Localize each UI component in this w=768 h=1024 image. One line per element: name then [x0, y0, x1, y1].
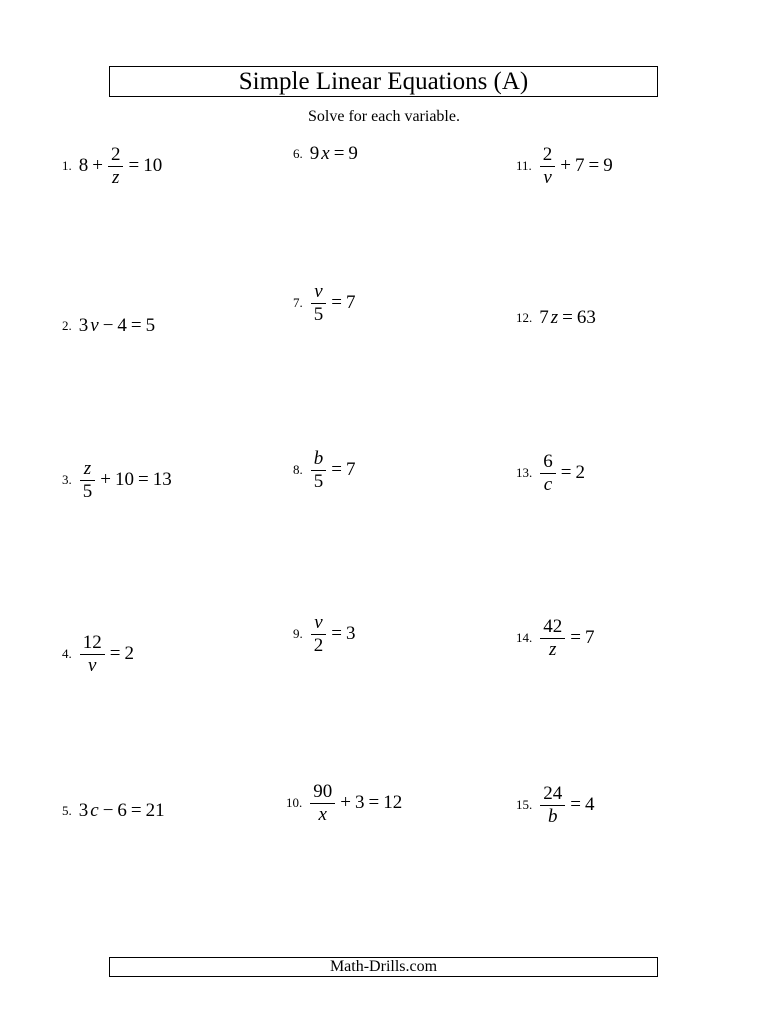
problem-number: 7.: [293, 295, 303, 310]
equation: [538, 783, 595, 828]
number: 3: [354, 792, 365, 813]
problem-number: 4.: [62, 646, 72, 661]
denominator: z: [112, 166, 120, 188]
fraction: [311, 448, 327, 493]
fraction: [311, 612, 327, 657]
denominator: 5: [313, 470, 324, 492]
variable: x: [321, 143, 330, 164]
number: 10: [143, 155, 163, 176]
problem-4: [62, 628, 135, 680]
problem-number: 11.: [516, 158, 532, 173]
equation: [78, 315, 156, 337]
number: 8: [78, 155, 89, 176]
problem-10: [286, 777, 403, 829]
numerator: 2: [542, 143, 553, 165]
number: 13: [152, 469, 172, 490]
equation: [78, 800, 166, 822]
equation: [78, 144, 163, 189]
problem-number: 8.: [293, 462, 303, 477]
operator: +: [100, 469, 111, 490]
denominator: v: [543, 166, 552, 188]
problem-1: [62, 140, 163, 192]
problem-12: [516, 292, 597, 344]
number: 63: [576, 307, 596, 328]
equation: [309, 448, 357, 493]
equation: [309, 143, 359, 165]
problem-3: [62, 454, 173, 506]
denominator: c: [543, 473, 553, 495]
numerator: z: [83, 457, 92, 479]
operator: −: [102, 315, 114, 336]
operator: =: [137, 469, 149, 490]
problem-7: [293, 277, 356, 329]
fraction: [80, 458, 96, 503]
equation: [309, 281, 357, 326]
equation: [308, 781, 403, 826]
problem-14: [516, 612, 595, 664]
problem-2: [62, 300, 156, 352]
operator: =: [562, 307, 573, 328]
problem-number: 3.: [62, 472, 72, 487]
operator: =: [130, 800, 142, 821]
numerator: 24: [543, 782, 563, 804]
problem-number: 15.: [516, 797, 533, 812]
problem-number: 5.: [62, 803, 72, 818]
equation: [538, 616, 595, 661]
denominator: 5: [82, 480, 93, 502]
number: 9: [603, 155, 613, 176]
equation: [538, 451, 586, 496]
equation: [538, 307, 597, 329]
operator: =: [368, 792, 380, 813]
variable: v: [90, 315, 99, 336]
numerator: v: [314, 611, 323, 633]
problem-15: [516, 779, 595, 831]
number: 9: [348, 143, 358, 164]
operator: +: [92, 155, 103, 176]
problem-9: [293, 608, 356, 660]
number: 3: [345, 623, 356, 644]
problem-number: 6.: [293, 146, 303, 161]
operator: =: [570, 627, 581, 648]
operator: +: [560, 155, 571, 176]
number: 2: [575, 462, 585, 483]
fraction: [540, 144, 556, 189]
number: 7: [345, 459, 356, 480]
denominator: 5: [313, 303, 324, 325]
equation: [78, 458, 173, 503]
problem-number: 14.: [516, 630, 533, 645]
fraction: [540, 451, 556, 496]
numerator: 2: [110, 143, 121, 165]
equation: [78, 632, 135, 677]
equation: [309, 612, 357, 657]
problem-6: [293, 128, 359, 180]
fraction: [310, 781, 335, 826]
problem-11: [516, 140, 614, 192]
problem-number: 12.: [516, 310, 533, 325]
operator: =: [128, 155, 140, 176]
problem-13: [516, 447, 586, 499]
number: 3: [78, 800, 89, 821]
operator: =: [109, 643, 121, 664]
operator: −: [102, 800, 114, 821]
equation: [538, 144, 614, 189]
operator: =: [560, 462, 572, 483]
problem-number: 2.: [62, 318, 72, 333]
operator: =: [130, 315, 142, 336]
fraction: [108, 144, 124, 189]
number: 7: [584, 627, 595, 648]
fraction: [540, 783, 565, 828]
denominator: v: [88, 654, 97, 676]
number: 21: [145, 800, 165, 821]
number: 5: [145, 315, 156, 336]
numerator: v: [314, 280, 323, 302]
operator: =: [588, 155, 600, 176]
problem-number: 13.: [516, 465, 533, 480]
numerator: 6: [543, 450, 553, 472]
fraction: [540, 616, 565, 661]
numerator: 12: [82, 631, 102, 653]
fraction: [80, 632, 105, 677]
number: 12: [383, 792, 403, 813]
fraction: [311, 281, 327, 326]
operator: =: [331, 292, 342, 313]
denominator: 2: [313, 634, 324, 656]
operator: =: [331, 459, 342, 480]
footer-site: Math-Drills.com: [109, 957, 658, 977]
number: 7: [575, 155, 585, 176]
denominator: z: [549, 638, 557, 660]
operator: =: [331, 623, 342, 644]
number: 4: [584, 794, 595, 815]
problem-8: [293, 444, 356, 496]
numerator: 90: [313, 780, 333, 802]
problem-number: 10.: [286, 795, 303, 810]
number: 9: [309, 143, 320, 164]
operator: =: [570, 794, 581, 815]
operator: =: [333, 143, 345, 164]
number: 2: [124, 643, 134, 664]
variable: z: [550, 307, 559, 328]
numerator: b: [313, 447, 324, 469]
worksheet-title: Simple Linear Equations (A): [109, 66, 658, 97]
problem-number: 1.: [62, 158, 72, 173]
variable: c: [90, 800, 99, 821]
numerator: 42: [543, 615, 563, 637]
worksheet-instructions: Solve for each variable.: [308, 108, 460, 125]
problem-number: 9.: [293, 626, 303, 641]
number: 4: [117, 315, 127, 336]
number: 7: [539, 307, 549, 328]
problem-5: [62, 785, 166, 837]
number: 7: [345, 292, 356, 313]
denominator: x: [318, 803, 327, 825]
number: 3: [78, 315, 89, 336]
operator: +: [340, 792, 351, 813]
denominator: b: [548, 805, 558, 827]
number: 6: [117, 800, 127, 821]
number: 10: [114, 469, 134, 490]
